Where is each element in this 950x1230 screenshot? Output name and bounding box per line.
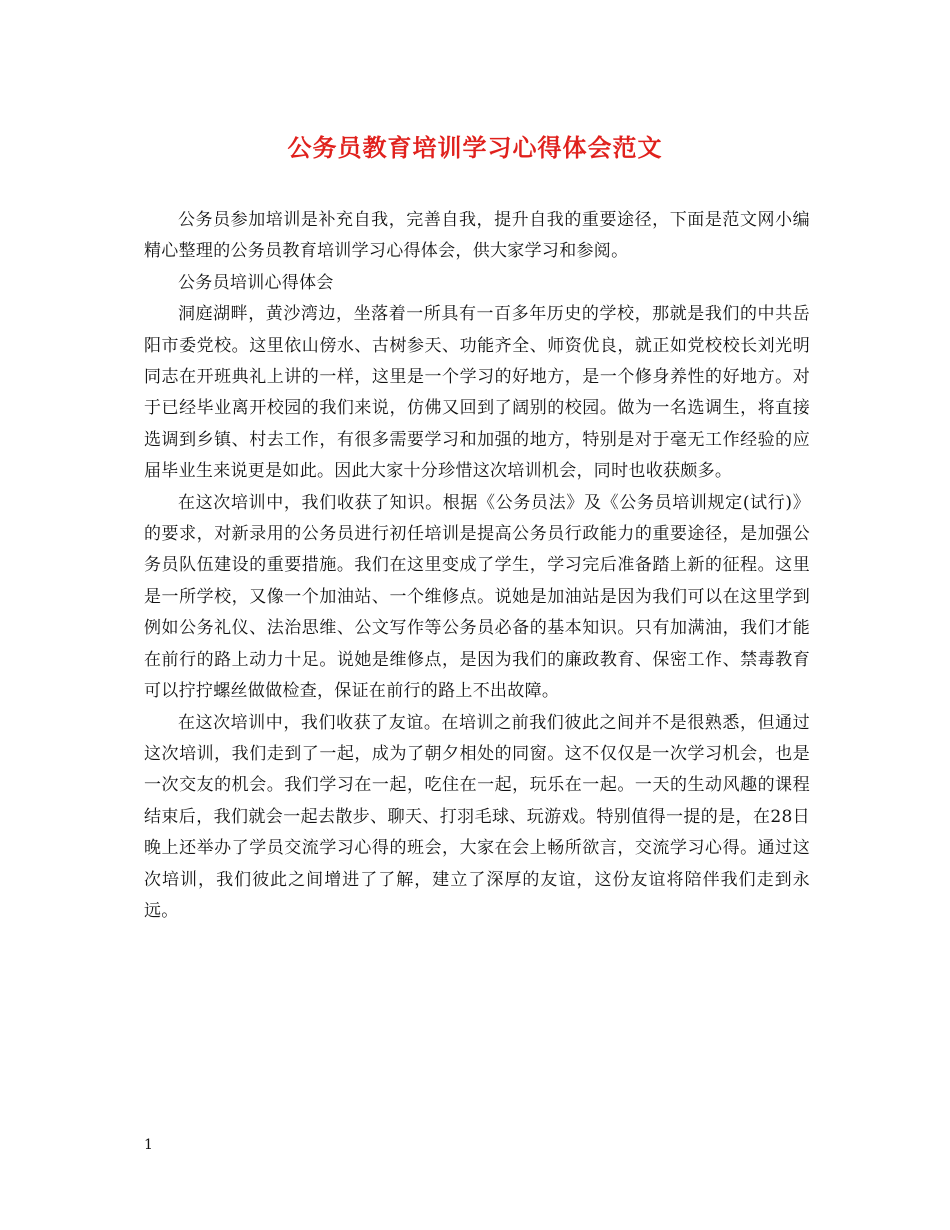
body-paragraph: 在这次培训中，我们收获了友谊。在培训之前我们彼此之间并不是很熟悉，但通过这次培训，我们走到了一起，成为了朝夕相处的同窗。这不仅仅是一次学习机会，也是一次交友的机会。我们学习在一起，吃住在一起，玩乐在一起。一天的生动风趣的课程结束后，我们就会一起去散步、聊天、打羽毛球、玩游戏。特别值得一提的是，在28日晚上还举办了学员交流学习心得的班会，大家在会上畅所欲言，交流学习心得。通过这次培训，我们彼此之间增进了了解，建立了深厚的友谊，这份友谊将陪伴我们走到永远。 bbox=[144, 712, 810, 921]
document-title: 公务员教育培训学习心得体会范文 bbox=[287, 133, 663, 162]
page-number: 1 bbox=[144, 1137, 153, 1153]
section-heading: 公务员培训心得体会 bbox=[178, 272, 334, 293]
document-body bbox=[144, 205, 810, 927]
intro-paragraph: 公务员参加培训是补充自我，完善自我，提升自我的重要途径，下面是范文网小编精心整理的公务员教育培训学习心得体会，供大家学习和参阅。 bbox=[144, 210, 810, 262]
body-paragraph: 洞庭湖畔，黄沙湾边，坐落着一所具有一百多年历史的学校，那就是我们的中共岳阳市委党校。这里依山傍水、古树参天、功能齐全、师资优良，就正如党校校长刘光明同志在开班典礼上讲的一样，这里是一个学习的好地方，是一个修身养性的好地方。对于已经毕业离开校园的我们来说，仿佛又回到了阔别的校园。做为一名选调生，将直接选调到乡镇、村去工作，有很多需要学习和加强的地方，特别是对于毫无工作经验的应届毕业生来说更是如此。因此大家十分珍惜这次培训机会，同时也收获颇多。 bbox=[144, 304, 810, 482]
body-paragraph: 在这次培训中，我们收获了知识。根据《公务员法》及《公务员培训规定(试行)》的要求，对新录用的公务员进行初任培训是提高公务员行政能力的重要途径，是加强公务员队伍建设的重要措施。我们在这里变成了学生，学习完后准备踏上新的征程。这里是一所学校，又像一个加油站、一个维修点。说她是加油站是因为我们可以在这里学到例如公务礼仪、法治思维、公文写作等公务员必备的基本知识。只有加满油，我们才能在前行的路上动力十足。说她是维修点，是因为我们的廉政教育、保密工作、禁毒教育可以拧拧螺丝做做检查，保证在前行的路上不出故障。 bbox=[144, 492, 810, 702]
